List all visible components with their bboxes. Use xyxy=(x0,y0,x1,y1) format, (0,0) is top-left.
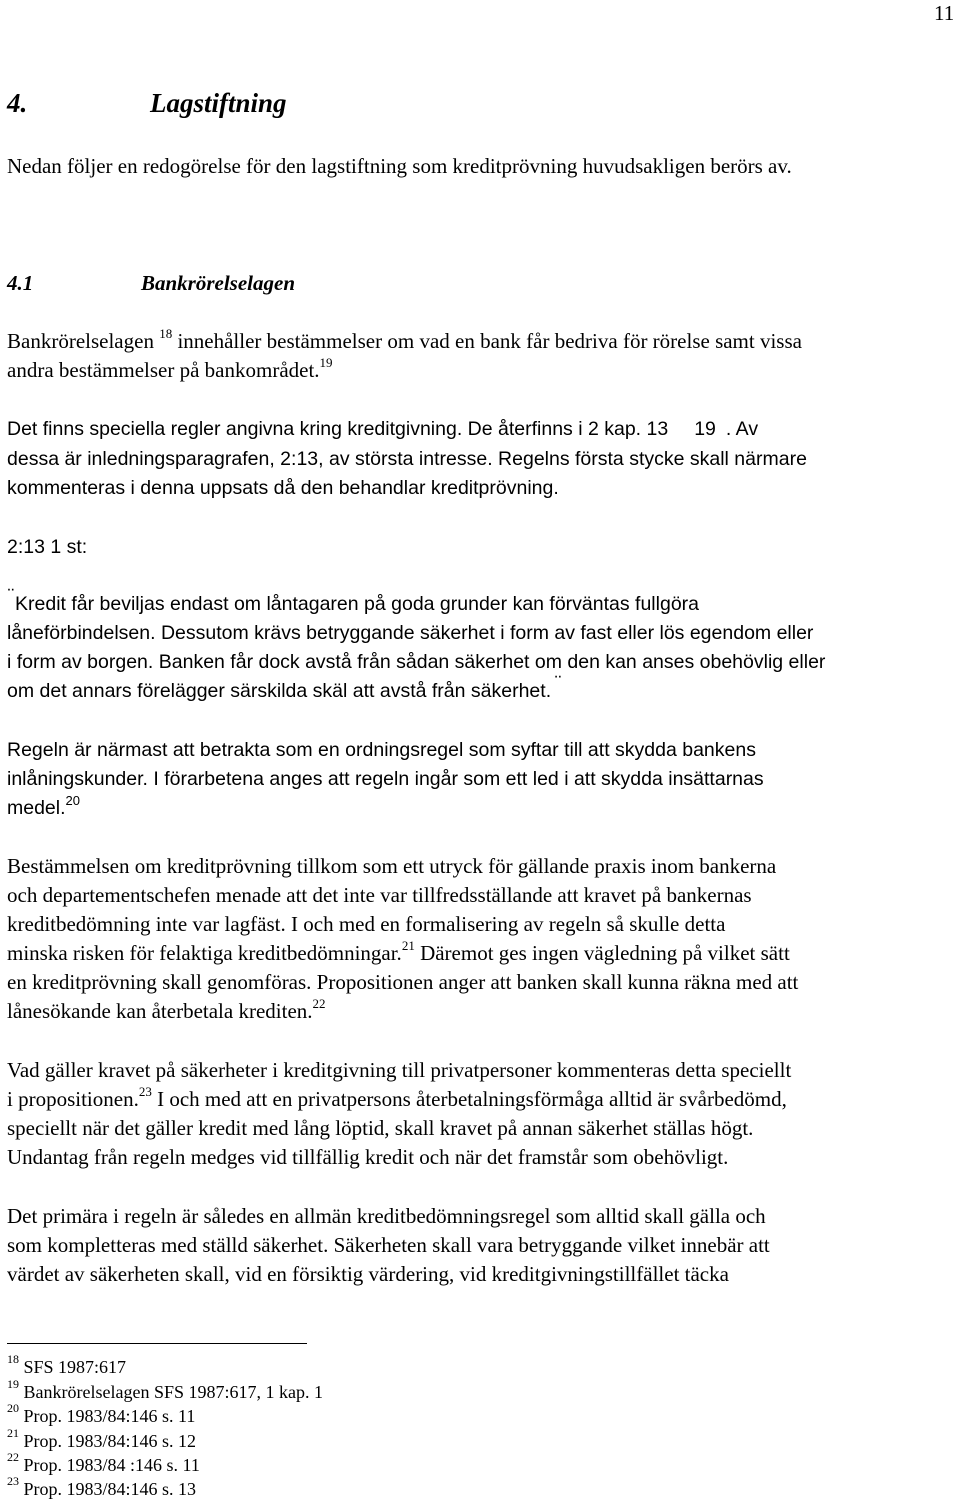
text-run: i form av borgen. xyxy=(7,651,154,673)
paragraph-line: kommenteras i denna uppsats då den behandlar kreditprövning. xyxy=(7,477,559,499)
paragraph-line: en kreditprövning skall genomföras. Propositionen anger att banken skall kunna räkna med att xyxy=(7,970,799,994)
footnote-ref: 20 xyxy=(65,792,80,808)
text-run: i propositionen. xyxy=(7,1087,139,1111)
text-run: I och med att en privatpersons återbetalningsförmåga alltid är svårbedömd, xyxy=(151,1087,787,1111)
text-run: Regelns första stycke skall närmare xyxy=(492,448,807,470)
quote-line xyxy=(7,648,825,677)
subsection-title: Bankrörelselagen xyxy=(141,271,296,295)
paragraph-line: Det primära i regeln är således en allmän kreditbedömningsregel som alltid skall gälla och xyxy=(7,1204,766,1228)
paragraph-line: som kompletteras med ställd säkerhet. Säkerheten skall vara betryggande vilket innebär att xyxy=(7,1233,770,1257)
paragraph-line: Regeln är närmast att betrakta som en ordningsregel som syftar till att skydda bankens xyxy=(7,739,756,761)
paragraph-line xyxy=(7,445,807,474)
text-run: Dessutom krävs betryggande säkerhet i form av fast eller lös egendom eller xyxy=(155,622,814,644)
paragraph-line: och departementschefen menade att det inte var tillfredsställande att kravet på bankernas xyxy=(7,883,752,907)
footnote-text: Prop. 1983/84:146 s. 12 xyxy=(19,1431,197,1451)
footnote-ref: 23 xyxy=(138,1084,152,1099)
statute-reference: 2:13 1 st: xyxy=(7,536,88,558)
text-run: minska risken för felaktiga kreditbedömningar. xyxy=(7,941,402,965)
text-run: Kredit får beviljas endast om låntagaren på goda grunder kan förväntas fullgöra xyxy=(15,593,700,615)
paragraph-line xyxy=(7,356,333,385)
paragraph-line: speciellt när det gäller kredit med lång löptid, skall kravet på annan säkerhet ställas högt. xyxy=(7,1116,754,1140)
footnote xyxy=(7,1352,127,1379)
footnote-text: SFS 1987:617 xyxy=(19,1357,127,1377)
paragraph-line xyxy=(7,794,80,823)
paragraph-line: värdet av säkerheten skall, vid en försiktig värdering, vid kreditgivningstillfället täcka xyxy=(7,1262,729,1286)
footnote-ref: 18 xyxy=(159,326,173,341)
text-run: Banken får dock avstå från sådan säkerhet om den kan anses obehövlig eller xyxy=(153,651,826,673)
footnote-ref: 21 xyxy=(401,938,415,953)
text-run: Däremot ges ingen vägledning på vilket sätt xyxy=(414,941,790,965)
text-run: medel. xyxy=(7,797,66,819)
footnote-ref: 19 xyxy=(319,355,333,370)
section-title: Lagstiftning xyxy=(150,88,287,118)
text-run: Det finns speciella regler angivna kring kreditgivning. De återfinns i 2 kap. 13 xyxy=(7,418,669,440)
section-number: 4. xyxy=(7,88,28,118)
paragraph-line xyxy=(7,765,764,794)
paragraph-line xyxy=(7,939,790,968)
text-run: lånesökande kan återbetala krediten. xyxy=(7,999,313,1023)
footnote-divider xyxy=(7,1343,307,1344)
paragraph-line xyxy=(7,997,326,1026)
footnote-text: Prop. 1983/84:146 s. 13 xyxy=(19,1479,197,1499)
text-run: låneförbindelsen. xyxy=(7,622,156,644)
footnote-number: 18 xyxy=(7,1352,19,1366)
text-run: innehåller bestämmelser om vad en bank får bedriva för rörelse samt vissa xyxy=(172,329,802,353)
footnote-number: 21 xyxy=(7,1426,19,1440)
footnote-text: Prop. 1983/84:146 s. 11 xyxy=(19,1406,196,1426)
quote-line xyxy=(7,619,813,648)
quote-mark: ¨ xyxy=(554,672,562,694)
paragraph-line: Bestämmelsen om kreditprövning tillkom som ett utryck för gällande praxis inom bankerna xyxy=(7,854,777,878)
page-number: 11 xyxy=(934,1,955,25)
quote-line xyxy=(7,672,565,706)
paragraph-line: Undantag från regeln medges vid tillfällig kredit och när det framstår som obehövligt. xyxy=(7,1145,729,1169)
footnote-number: 22 xyxy=(7,1450,19,1464)
text-run: dessa är inledningsparagrafen, 2:13, av största intresse. xyxy=(7,448,493,470)
footnote-number: 20 xyxy=(7,1401,19,1415)
footnote-text: Prop. 1983/84 :146 s. 11 xyxy=(19,1455,200,1475)
section-heading xyxy=(7,86,287,120)
paragraph-line: Vad gäller kravet på säkerheter i kreditgivning till privatpersoner kommenteras detta speciellt xyxy=(7,1058,792,1082)
paragraph-line: kreditbedömning inte var lagfäst. I och med en formalisering av regeln så skulle detta xyxy=(7,912,726,936)
text-run: om det annars förelägger särskilda skäl att avstå från säkerhet. xyxy=(7,680,552,702)
subsection-number: 4.1 xyxy=(7,271,34,295)
intro-paragraph: Nedan följer en redogörelse för den lagstiftning som kreditprövning huvudsakligen berörs av. xyxy=(7,154,792,178)
footnote-number: 23 xyxy=(7,1474,19,1488)
text-run: 19 xyxy=(694,418,716,440)
text-run: Bankrörelselagen xyxy=(7,329,160,353)
text-run: inlåningskunder. xyxy=(7,768,148,790)
footnote-text: Bankrörelselagen SFS 1987:617, 1 kap. 1 xyxy=(19,1382,323,1402)
text-run: andra bestämmelser på bankområdet. xyxy=(7,358,320,382)
footnote xyxy=(7,1377,323,1404)
text-run: . Av xyxy=(725,418,759,440)
subsection-heading xyxy=(7,269,295,298)
quote-mark: ¨ xyxy=(7,585,15,607)
footnote-ref: 22 xyxy=(312,996,326,1011)
paragraph-line xyxy=(7,415,758,444)
text-run: I förarbetena anges att regeln ingår som ett led i att skydda insättarnas xyxy=(147,768,764,790)
quote-line xyxy=(7,585,700,619)
paragraph-line xyxy=(7,1085,787,1114)
footnote xyxy=(7,1450,200,1477)
footnote xyxy=(7,1426,197,1453)
paragraph-line xyxy=(7,327,802,356)
footnote xyxy=(7,1401,196,1428)
footnote-number: 19 xyxy=(7,1377,19,1391)
footnote xyxy=(7,1474,197,1501)
